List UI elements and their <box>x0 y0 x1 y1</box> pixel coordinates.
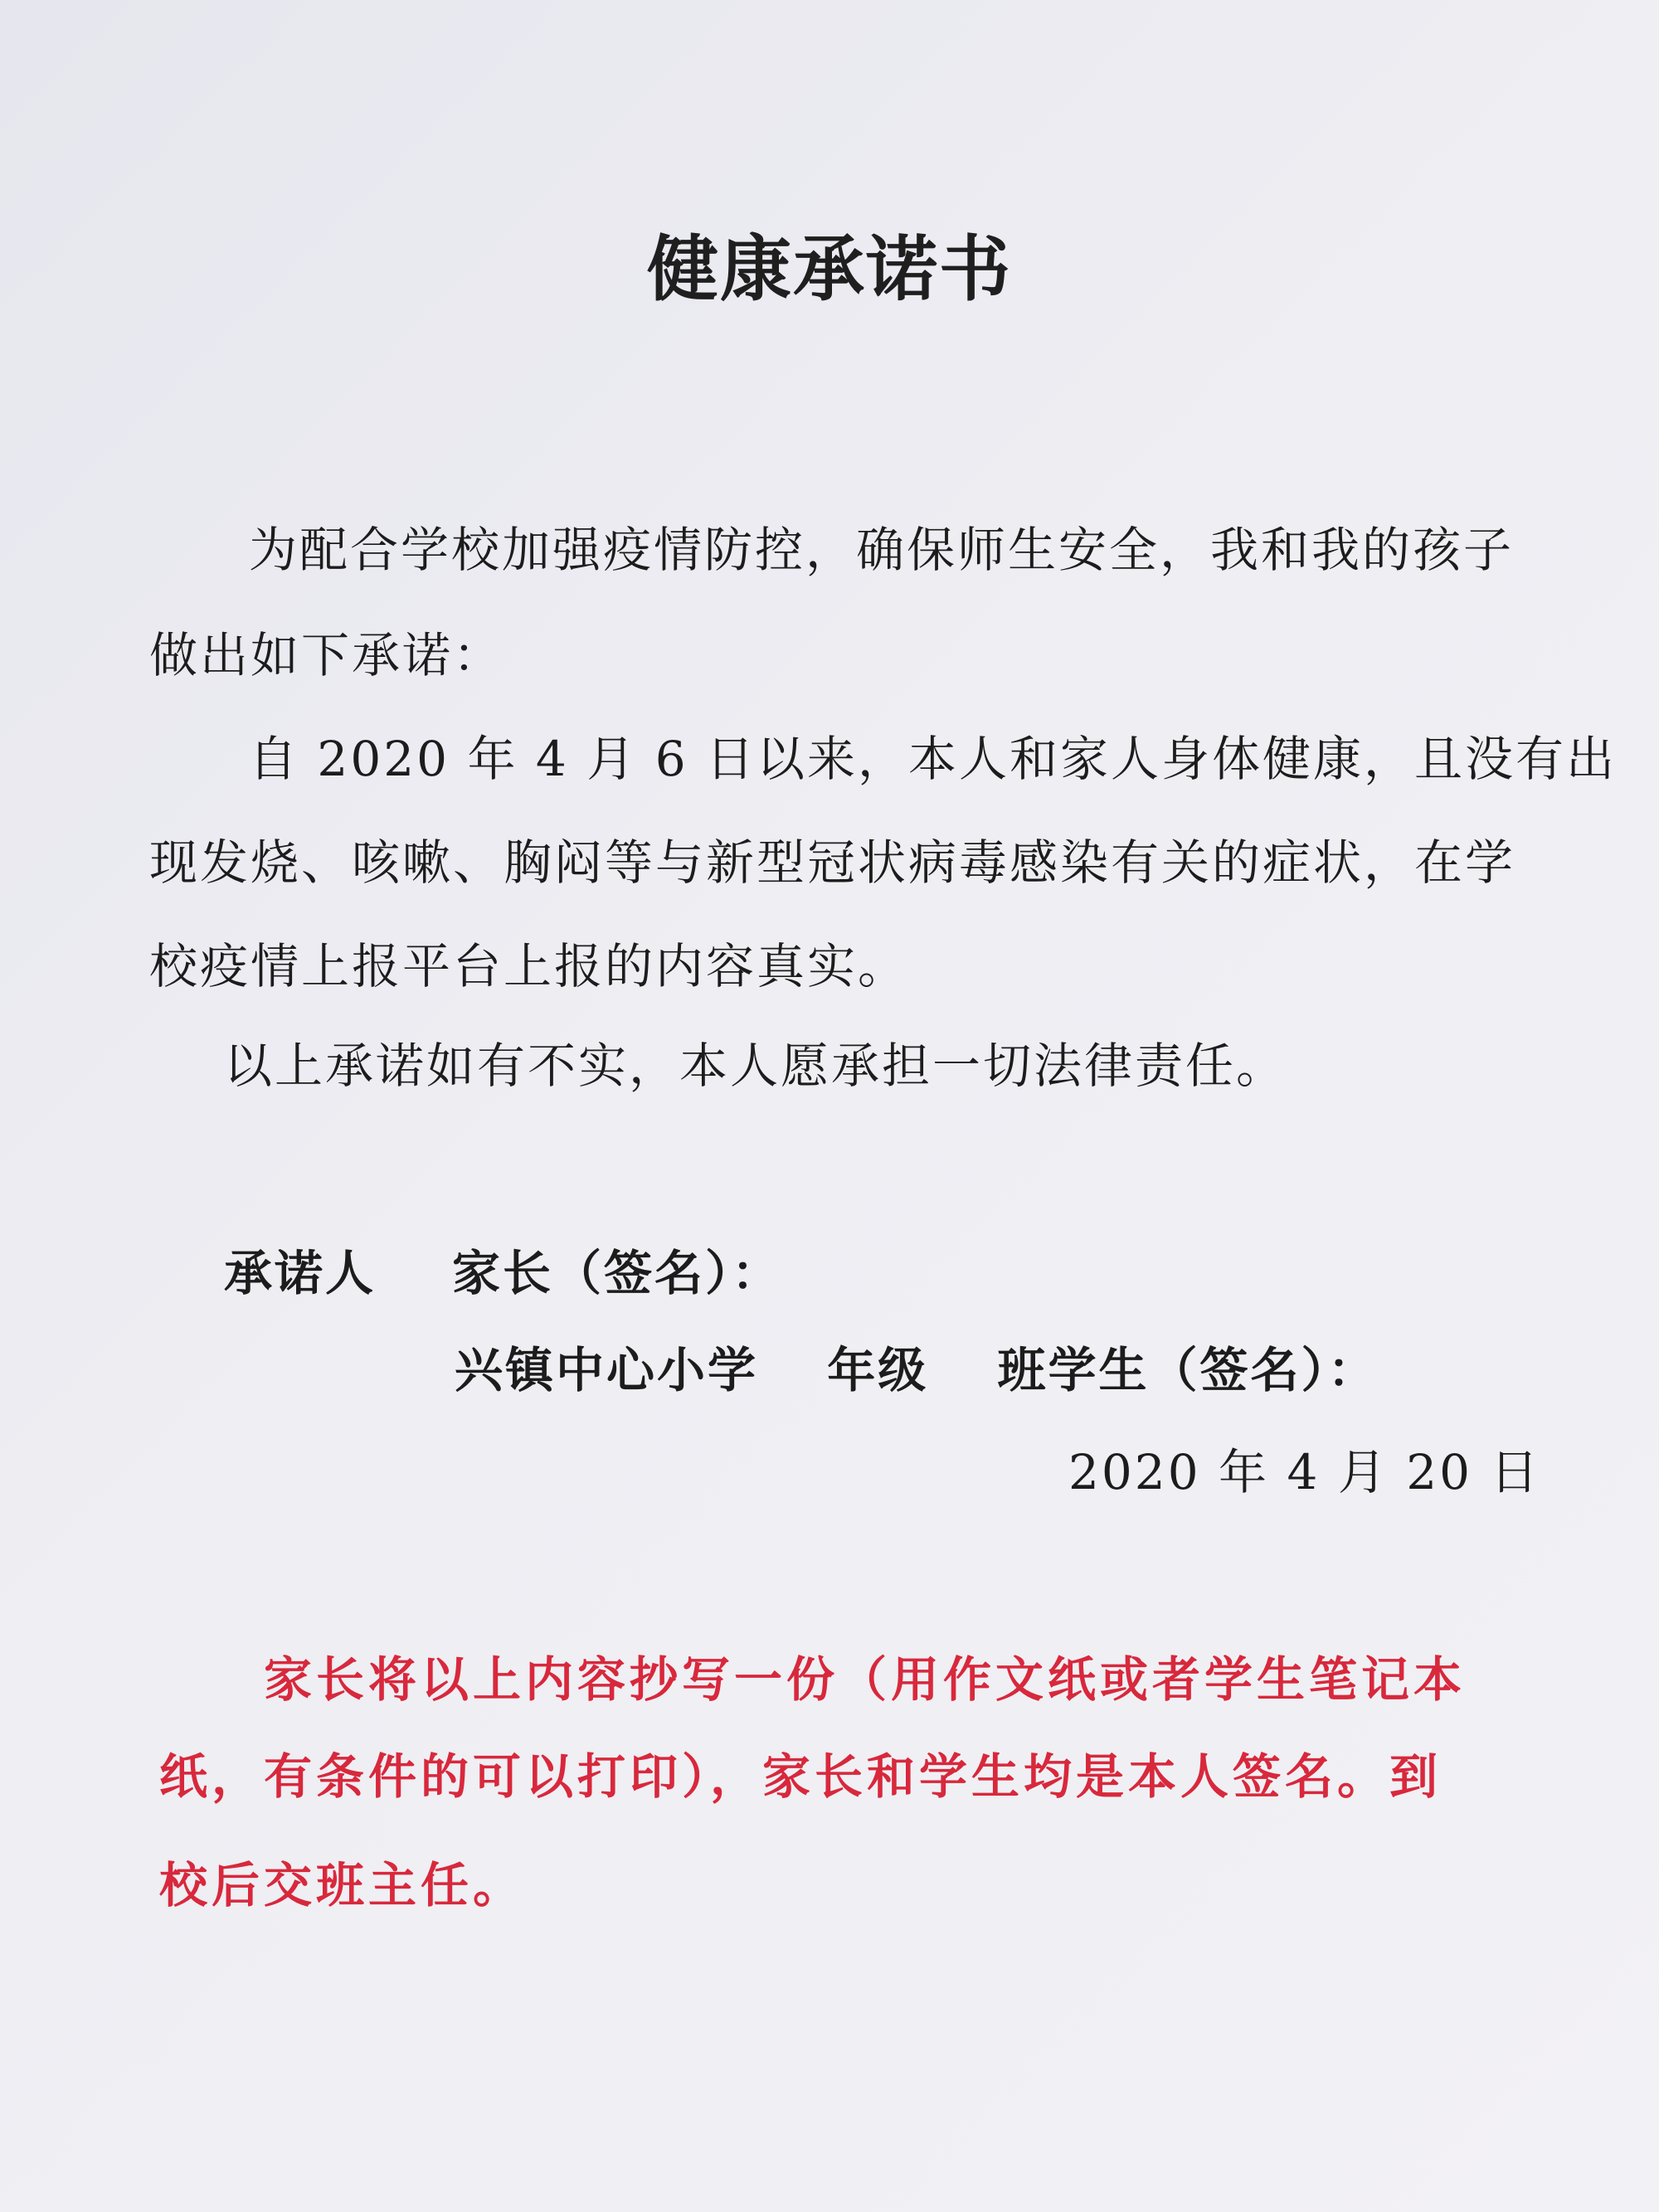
promisor-label: 承诺人 <box>224 1245 377 1301</box>
school-name: 兴镇中心小学 <box>455 1342 759 1398</box>
para1-line1: 为配合学校加强疫情防控，确保师生安全，我和我的孩子 <box>249 522 1515 578</box>
grade-label: 年级 <box>827 1342 929 1398</box>
parent-signature-label: 家长（签名）： <box>452 1245 783 1301</box>
signature-date: 2020 年 4 月 20 日 <box>1068 1444 1541 1500</box>
student-signature-row <box>455 1337 1378 1403</box>
para3-statement: 以上承诺如有不实，本人愿承担一切法律责任。 <box>224 1038 1287 1094</box>
note-line1: 家长将以上内容抄写一份（用作文纸或者学生笔记本 <box>264 1651 1467 1708</box>
para2-line1: 自 2020 年 4 月 6 日以来，本人和家人身体健康，且没有出 <box>249 731 1618 787</box>
para2-line3: 校疫情上报平台上报的内容真实。 <box>149 938 909 994</box>
note-line3: 校后交班主任。 <box>159 1857 526 1913</box>
document-title: 健康承诺书 <box>647 228 1012 311</box>
para1-line2: 做出如下承诺： <box>149 627 504 683</box>
class-student-signature-label: 班学生（签名）： <box>997 1342 1379 1398</box>
note-line2: 纸，有条件的可以打印），家长和学生均是本人签名。到 <box>159 1748 1443 1805</box>
para2-line2: 现发烧、咳嗽、胸闷等与新型冠状病毒感染有关的症状，在学 <box>149 834 1516 891</box>
